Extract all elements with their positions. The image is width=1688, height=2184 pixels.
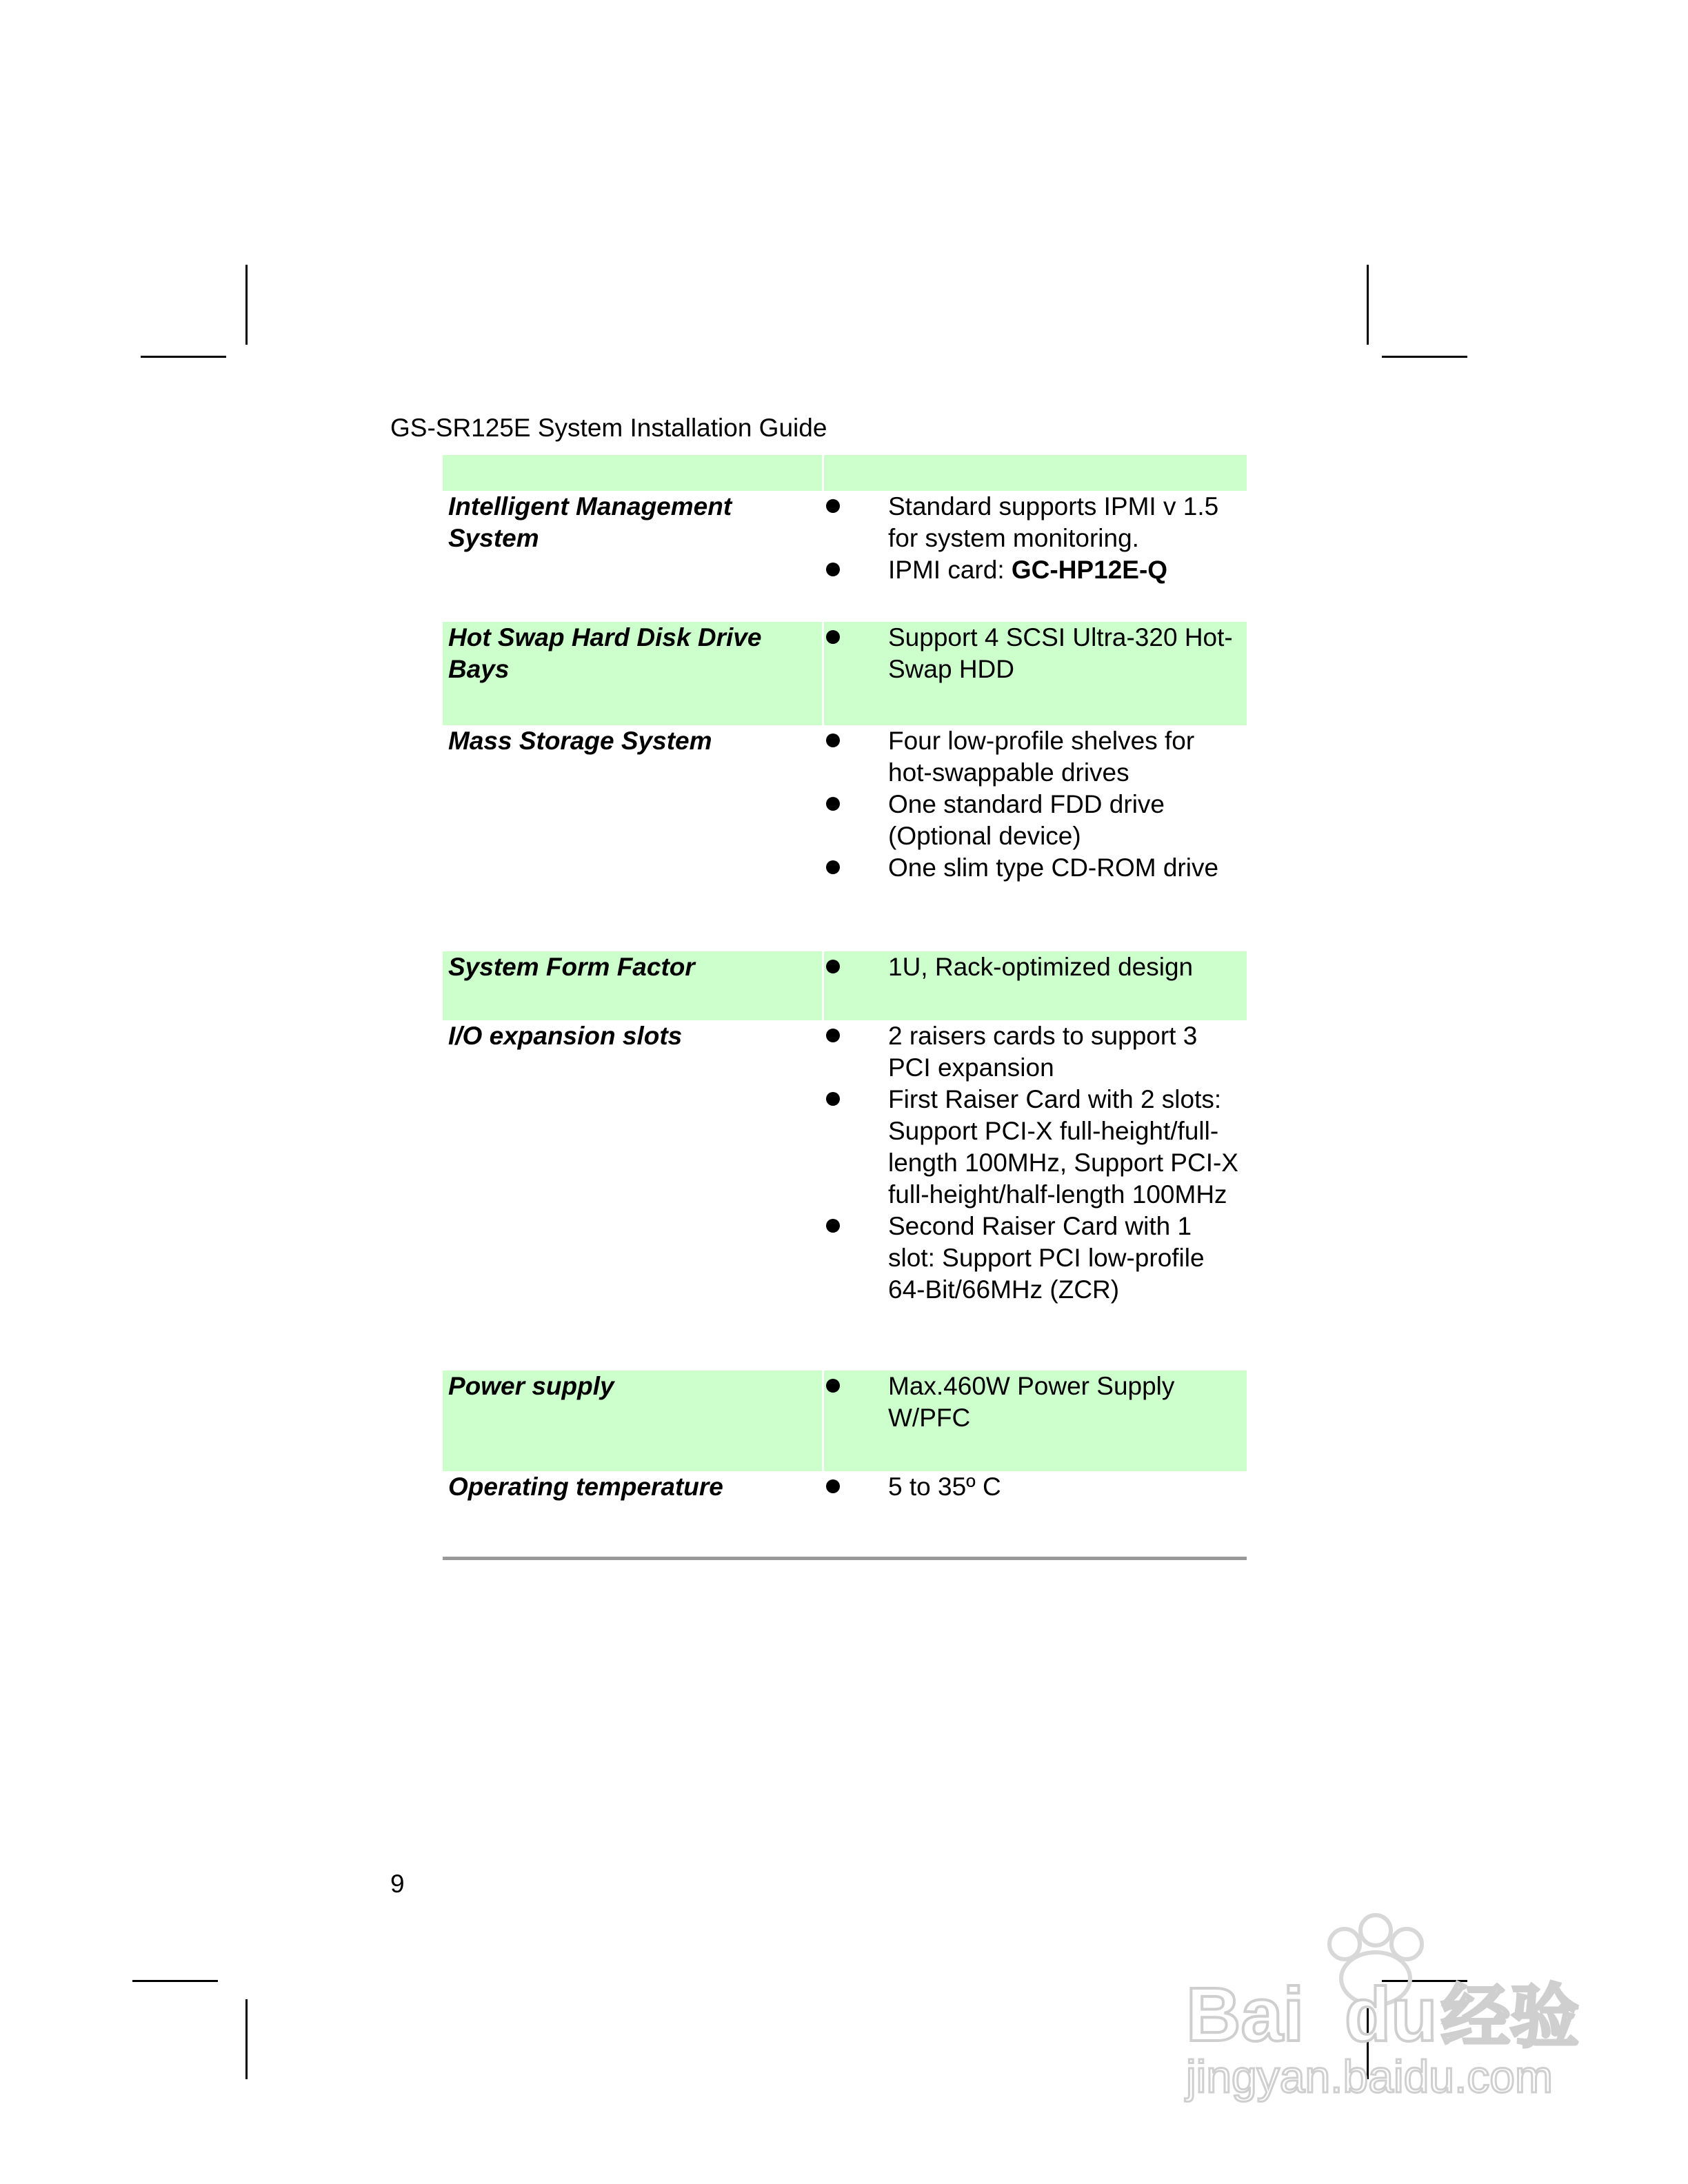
watermark-url: jingyan.baidu.com <box>1186 2051 1553 2102</box>
spec-label: I/O expansion slots <box>448 1022 683 1050</box>
table-bottom-rule <box>443 1557 1247 1560</box>
spec-row <box>443 1371 1247 1471</box>
watermark-brand-du: du <box>1345 1972 1438 2057</box>
spec-item-text: Four low-profile shelves for hot-swappable drives <box>888 727 1195 787</box>
spec-item <box>443 1084 1247 1211</box>
spec-item <box>443 1471 1247 1503</box>
bullet-icon <box>826 1029 840 1042</box>
spec-item <box>443 789 1247 852</box>
bullet-icon <box>826 563 840 576</box>
crop-mark <box>245 265 248 345</box>
bullet-icon <box>826 1379 840 1393</box>
spec-item-text: 5 to 35º C <box>888 1473 1001 1501</box>
spec-row <box>443 1471 1247 1547</box>
page-header: GS-SR125E System Installation Guide <box>390 414 827 442</box>
spec-item-text: 2 raisers cards to support 3 PCI expansion <box>888 1022 1198 1082</box>
crop-mark <box>1367 265 1369 345</box>
spec-item-text: Second Raiser Card with 1 slot: Support PCI low-profile 64-Bit/66MHz (ZCR) <box>888 1212 1205 1304</box>
spec-row <box>443 491 1247 622</box>
crop-mark <box>1382 356 1467 358</box>
spec-item-text <box>888 554 1240 586</box>
spec-row <box>443 1020 1247 1371</box>
bullet-icon <box>826 1479 840 1493</box>
spec-item <box>443 951 1247 983</box>
spec-table <box>443 455 1247 1547</box>
spec-item-text: Max.460W Power Supply W/PFC <box>888 1372 1175 1432</box>
spec-label: Intelligent Management System <box>448 492 732 552</box>
crop-mark <box>132 1980 218 1982</box>
watermark-brand: Bai <box>1186 1972 1305 2057</box>
spec-item-text: Standard supports IPMI v 1.5 for system monitoring. <box>888 492 1219 552</box>
spec-row <box>443 951 1247 1020</box>
bullet-icon <box>826 1092 840 1106</box>
spec-item <box>443 1371 1247 1434</box>
bullet-icon <box>826 797 840 811</box>
watermark-brand-cn: 经验 <box>1441 1976 1579 2057</box>
bullet-icon <box>826 860 840 874</box>
baidu-jingyan-watermark <box>1172 1903 1586 2110</box>
spec-item <box>443 491 1247 554</box>
crop-mark <box>245 1999 248 2079</box>
bullet-icon <box>826 960 840 973</box>
bullet-icon <box>826 499 840 513</box>
spec-item-bold: GC-HP12E-Q <box>1011 556 1168 584</box>
spec-row <box>443 725 1247 951</box>
spec-item-text: One standard FDD drive (Optional device) <box>888 790 1165 850</box>
spec-item-text: First Raiser Card with 2 slots: Support PCI-X full-height/full-length 100MHz, Support PCI-X full-height/half-length 100MHz <box>888 1085 1238 1209</box>
bullet-icon <box>826 630 840 644</box>
spec-item <box>443 554 1247 586</box>
spec-item-text: One slim type CD-ROM drive <box>888 853 1219 882</box>
spec-label: Mass Storage System <box>448 727 712 755</box>
spec-label: Hot Swap Hard Disk Drive Bays <box>448 623 762 683</box>
spec-label: Power supply <box>448 1372 614 1400</box>
table-top-band <box>443 455 1247 491</box>
crop-mark <box>141 356 226 358</box>
spec-label: Operating temperature <box>448 1473 723 1501</box>
spec-item-text: Support 4 SCSI Ultra-320 Hot-Swap HDD <box>888 623 1233 683</box>
bullet-icon <box>826 734 840 747</box>
spec-item-text: 1U, Rack-optimized design <box>888 953 1194 981</box>
spec-item <box>443 852 1247 884</box>
spec-item-prefix: IPMI card: <box>888 556 1012 584</box>
spec-row <box>443 622 1247 725</box>
spec-item <box>443 725 1247 789</box>
spec-item <box>443 622 1247 685</box>
page-number: 9 <box>390 1870 405 1898</box>
spec-item <box>443 1020 1247 1084</box>
spec-label: System Form Factor <box>448 953 695 981</box>
bullet-icon <box>826 1219 840 1233</box>
spec-item <box>443 1211 1247 1306</box>
